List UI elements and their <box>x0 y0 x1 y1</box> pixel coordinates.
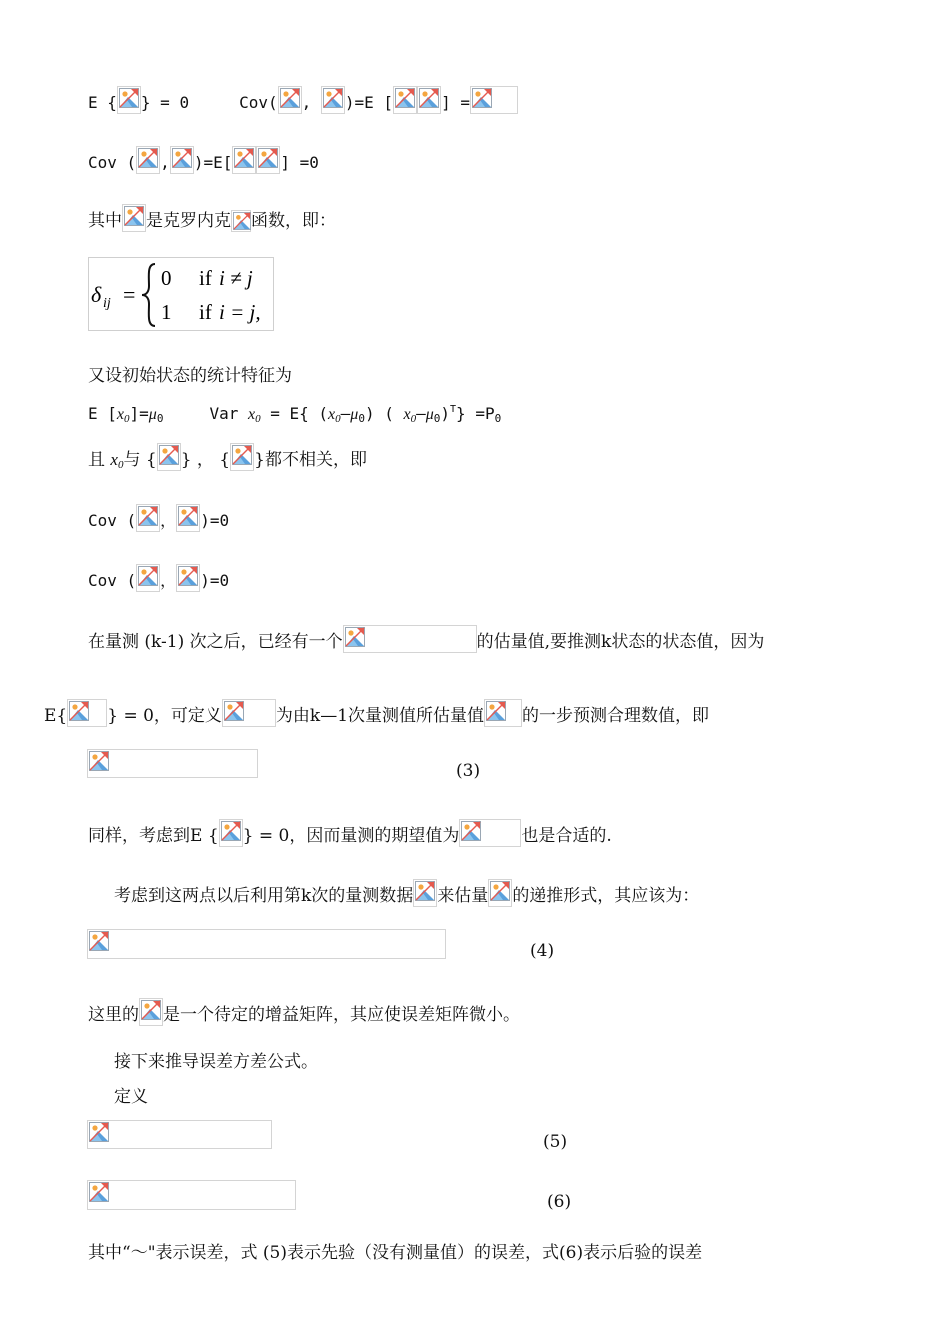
l6-closeT: ) <box>440 404 451 423</box>
broken-image-icon <box>484 699 522 727</box>
l1-text-c: Cov( <box>239 93 278 112</box>
l13-c: 也是合适的. <box>521 826 612 846</box>
l6-x0c-sub: 0 <box>335 413 341 425</box>
l2-text-d: ] =0 <box>280 153 319 172</box>
broken-image-icon <box>256 146 280 174</box>
l7-a: 且 <box>88 450 105 470</box>
l1-text-b: } = 0 <box>140 93 190 112</box>
line-uncorrelated <box>88 443 367 477</box>
l1-text-e: )=E [ <box>344 93 394 112</box>
broken-image-icon <box>117 86 141 114</box>
l10-a: 在量测 (k-1) 次之后，已经有一个 <box>88 632 343 652</box>
delta-equals: = <box>123 282 136 307</box>
broken-image-icon <box>136 564 160 592</box>
l9-b: ， <box>160 571 177 590</box>
broken-image-icon <box>176 504 200 532</box>
line-one-step-prediction <box>44 699 709 728</box>
l9-a: Cov ( <box>88 571 137 590</box>
l14-c: 的递推形式，其应该为： <box>512 886 700 906</box>
l6-minus2: — <box>416 404 426 423</box>
l6-x0: x <box>116 406 125 423</box>
broken-image-icon <box>459 819 521 847</box>
l3-text-b: 是克罗内克 <box>146 211 231 231</box>
l2-text-c: )=E[ <box>193 153 233 172</box>
l6-x0b-sub: 0 <box>255 413 261 425</box>
equation-number-4: (4) <box>530 941 555 961</box>
l2-text-a: Cov ( <box>88 153 137 172</box>
l6-var: Var <box>209 404 239 423</box>
line-cov-zero-3 <box>88 564 229 593</box>
l6-mid: ) ( <box>364 404 404 423</box>
l6-mu0c-sub: 0 <box>433 412 441 425</box>
case2-if: if <box>199 300 212 324</box>
l7-d: }都不相关，即 <box>254 450 367 470</box>
l7-x0-sub: 0 <box>117 459 124 471</box>
broken-image-icon <box>170 146 194 174</box>
broken-image-icon <box>417 86 441 114</box>
l9-c: )=0 <box>200 571 230 590</box>
broken-image-icon <box>222 699 276 727</box>
broken-image-icon <box>122 204 146 232</box>
l6-mu0b-sub: 0 <box>358 412 365 425</box>
broken-image-icon <box>232 146 256 174</box>
l3-text-a: 其中 <box>88 211 122 231</box>
line-derive-error: 接下来推导误差方差公式。 <box>114 1052 318 1072</box>
broken-image-icon <box>278 86 302 114</box>
broken-image-icon <box>219 819 243 847</box>
l1-text-f: ] = <box>441 93 470 112</box>
l16-b: 是一个待定的增益矩阵，其应使误差矩阵微小。 <box>163 1005 520 1025</box>
broken-image-icon <box>393 86 417 114</box>
l6-x0-sub: 0 <box>124 413 130 425</box>
case1-condition: i ≠ j <box>219 266 253 290</box>
case2-value: 1 <box>161 300 172 324</box>
l11-b: } = 0，可定义 <box>107 706 222 726</box>
line-initial-state: 又设初始状态的统计特征为 <box>88 366 292 386</box>
l6-eqE: = E{ ( <box>270 404 329 423</box>
l14-a: 考虑到这两点以后利用第k次的量测数据 <box>114 886 414 906</box>
broken-image-icon <box>230 443 254 471</box>
case1-if: if <box>199 266 212 290</box>
broken-image-icon <box>67 699 107 727</box>
l11-d: 的一步预测合理数值，即 <box>522 706 710 726</box>
l6-mu0b: μ <box>350 406 359 423</box>
broken-image-icon <box>87 1180 296 1210</box>
delta-subscript: ij <box>103 296 111 311</box>
l11-a: E{ <box>44 706 68 726</box>
broken-image-icon <box>87 929 446 959</box>
l6-transpose: T <box>450 404 457 415</box>
l6-P0-sub: 0 <box>494 412 502 425</box>
broken-image-icon <box>136 504 160 532</box>
l1-text-a: E { <box>88 93 117 112</box>
line-measurement-expectation <box>88 819 612 848</box>
line-kronecker <box>88 204 336 233</box>
l6-x0b: x <box>247 406 256 423</box>
l6-minus1: – <box>340 404 351 423</box>
l14-b: 来估量 <box>437 886 489 906</box>
l11-c: 为由k—1次量测值所估量值 <box>275 706 485 726</box>
case2-condition: i = j, <box>219 300 261 324</box>
line-cov-zero-1 <box>88 146 319 175</box>
delta-symbol: δ <box>91 282 102 307</box>
broken-image-icon <box>139 998 163 1026</box>
line-define: 定义 <box>114 1087 148 1107</box>
l6-mu0c: μ <box>425 406 434 423</box>
kronecker-delta-formula <box>88 257 274 331</box>
broken-image-icon <box>488 879 512 907</box>
l8-b: ， <box>160 511 177 530</box>
l10-b: 的估量值,要推测k状态的状态值，因为 <box>476 632 765 652</box>
case1-value: 0 <box>161 266 172 290</box>
broken-image-icon <box>470 86 518 114</box>
line-initial-stats <box>88 398 501 431</box>
l7-b: 与 { <box>123 450 157 470</box>
l6-x0d: x <box>403 406 411 423</box>
broken-image-icon <box>87 1120 272 1149</box>
broken-image-icon <box>321 86 345 114</box>
equation-number-3: (3) <box>456 761 481 781</box>
l6-x0c: x <box>328 406 336 423</box>
l3-text-c: 函数，即： <box>251 211 336 231</box>
l1-text-d: , <box>301 93 312 112</box>
l6-close1: ]= <box>129 404 149 423</box>
line-recursive-form <box>114 879 699 908</box>
line-after-measurement <box>88 625 764 654</box>
l7-c: } ， { <box>180 450 231 470</box>
l8-a: Cov ( <box>88 511 137 530</box>
broken-image-icon <box>157 443 181 471</box>
broken-image-icon <box>231 210 251 232</box>
l6-e1: E [ <box>88 404 117 423</box>
broken-image-icon <box>176 564 200 592</box>
equation-number-6: (6) <box>547 1192 572 1212</box>
equation-number-5: (5) <box>543 1132 568 1152</box>
broken-image-icon <box>413 879 437 907</box>
l13-a: 同样，考虑到E { <box>88 826 219 846</box>
line-cov-zero-2 <box>88 504 229 533</box>
l16-a: 这里的 <box>88 1005 139 1025</box>
l6-end: } =P <box>456 404 495 423</box>
l6-mu0: μ <box>148 406 157 423</box>
l6-x0d-sub: 0 <box>410 413 417 425</box>
l13-b: } = 0，因而量测的期望值为 <box>242 826 460 846</box>
l6-mu0-sub: 0 <box>156 412 164 425</box>
broken-image-icon <box>87 749 258 778</box>
broken-image-icon <box>343 625 477 653</box>
broken-image-icon <box>136 146 160 174</box>
line-gain-matrix <box>88 998 520 1027</box>
l8-c: )=0 <box>200 511 230 530</box>
line-expectation-cov <box>88 86 518 115</box>
l7-x0: x <box>110 450 118 469</box>
l2-text-b: , <box>160 153 170 172</box>
line-error-explanation: 其中“～"表示误差，式 (5)表示先验（没有测量值）的误差，式(6)表示后验的误差 <box>88 1243 703 1263</box>
left-brace <box>142 264 155 326</box>
